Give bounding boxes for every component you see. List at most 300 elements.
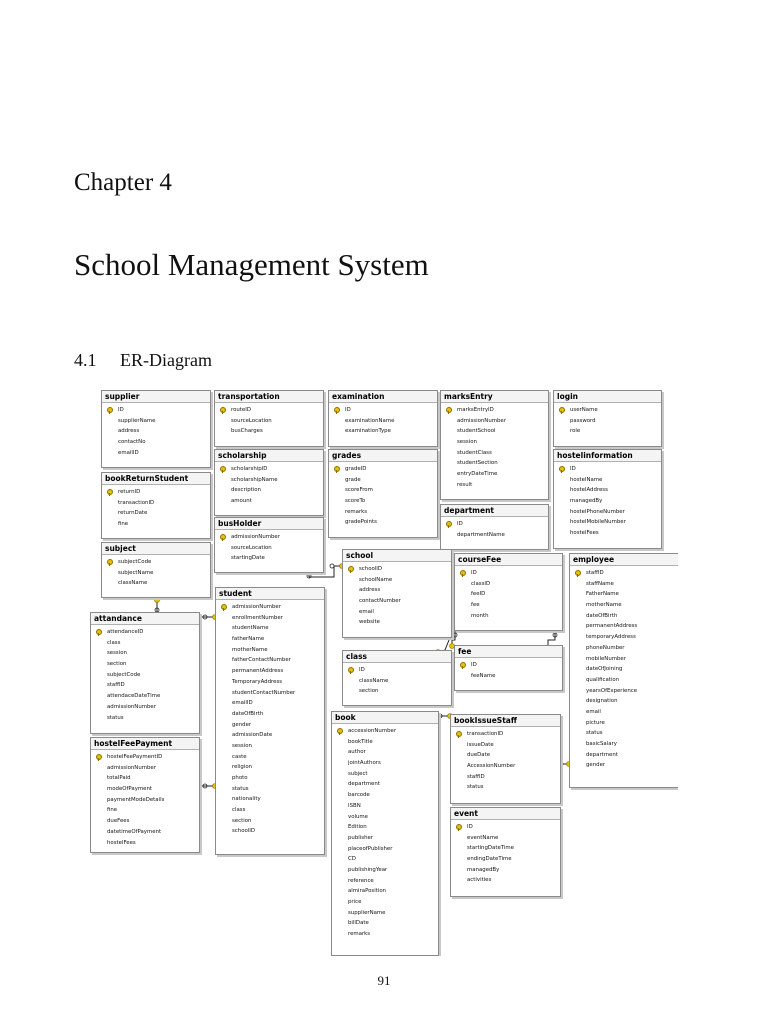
table-field	[570, 621, 678, 632]
primary-key-field	[215, 464, 323, 475]
table-examination[interactable]	[328, 390, 438, 447]
field-name: supplierName	[348, 909, 386, 916]
table-field	[332, 844, 438, 855]
field-name: jointAuthors	[348, 760, 381, 767]
table-field	[570, 707, 678, 718]
field-name: subjectCode	[118, 559, 152, 565]
table-title: supplier	[102, 391, 210, 403]
field-name: session	[232, 742, 252, 749]
table-title: hostelFeePayment	[91, 738, 199, 750]
table-title: event	[451, 808, 560, 820]
field-name: fine	[107, 807, 118, 814]
field-name: basicSalary	[586, 741, 617, 747]
table-field	[91, 680, 199, 691]
field-name: hostelFees	[107, 839, 136, 846]
infinity-marker	[330, 564, 334, 568]
field-name: attendaceDateTime	[107, 693, 161, 700]
table-field	[332, 908, 438, 919]
field-name: gradeID	[345, 466, 367, 472]
primary-key-field	[441, 405, 548, 416]
table-field	[554, 496, 661, 507]
field-name: description	[231, 487, 261, 494]
table-field	[91, 702, 199, 713]
field-name: subjectCode	[107, 671, 141, 678]
field-name: ID	[359, 667, 365, 673]
table-field	[554, 485, 661, 496]
table-field	[216, 709, 324, 720]
table-field	[216, 645, 324, 656]
primary-key-field	[329, 464, 437, 475]
table-title: bookIssueStaff	[451, 715, 560, 727]
field-name: permanentAddress	[232, 668, 284, 675]
field-name: address	[359, 587, 381, 594]
table-field	[216, 773, 324, 784]
table-field	[441, 469, 548, 480]
table-field	[215, 543, 323, 554]
table-field	[570, 643, 678, 654]
field-name: contactNo	[118, 439, 146, 446]
field-name: placeofPublisher	[348, 845, 393, 852]
field-name: bookTitle	[348, 738, 373, 745]
chapter-heading: Chapter 4	[74, 169, 172, 196]
field-name: modeOfPayment	[107, 786, 153, 793]
table-subject[interactable]	[101, 542, 211, 598]
primary-key-field	[102, 405, 210, 416]
table-field	[332, 747, 438, 758]
page-number: 91	[377, 973, 391, 988]
table-field	[570, 579, 678, 590]
table-field	[216, 741, 324, 752]
field-name: admissionNumber	[107, 764, 156, 771]
primary-key-field	[332, 726, 438, 737]
field-name: qualification	[586, 676, 620, 683]
table-field	[91, 773, 199, 784]
table-employee[interactable]	[569, 553, 678, 788]
primary-key-field	[554, 464, 661, 475]
key-icon	[220, 407, 225, 413]
table-title: scholarship	[215, 450, 323, 462]
field-name: session	[107, 650, 127, 657]
section-number: 4.1	[74, 350, 97, 370]
table-field	[102, 426, 210, 437]
field-name: admissionDate	[232, 732, 273, 739]
field-name: nationality	[232, 796, 261, 803]
field-name: returnID	[118, 489, 141, 495]
field-name: scholarshipName	[231, 476, 278, 483]
field-name: TemporaryAddress	[232, 678, 283, 685]
field-name: Edition	[348, 824, 367, 831]
field-name: examinationName	[345, 417, 395, 424]
primary-key-field	[215, 405, 323, 416]
er-diagram	[88, 386, 678, 956]
field-name: mobileNumber	[586, 655, 626, 662]
field-name: subjectName	[118, 569, 154, 576]
table-field	[451, 843, 560, 854]
field-name: staffName	[586, 580, 614, 587]
table-attandance[interactable]	[90, 612, 200, 734]
field-name: section	[359, 688, 379, 695]
table-field	[570, 675, 678, 686]
table-bookreturnstudent[interactable]	[101, 472, 211, 539]
table-student[interactable]	[215, 587, 325, 855]
field-name: departmentName	[457, 531, 505, 538]
table-field	[332, 758, 438, 769]
table-scholarship[interactable]	[214, 449, 324, 516]
table-department[interactable]	[440, 504, 549, 550]
field-name: activities	[467, 877, 492, 884]
table-field	[102, 448, 210, 459]
table-field	[455, 589, 562, 600]
table-field	[554, 507, 661, 518]
table-field	[455, 600, 562, 611]
field-name: fine	[118, 521, 129, 528]
field-name: ID	[570, 466, 576, 472]
primary-key-field	[329, 405, 437, 416]
field-name: datetimeOfPayment	[107, 828, 162, 835]
field-name: studentSchool	[457, 428, 496, 435]
field-name: sourceLocation	[231, 544, 272, 551]
primary-key-field	[102, 557, 210, 568]
field-name: className	[359, 677, 389, 684]
field-name: hostelPhoneNumber	[570, 508, 625, 515]
field-name: scoreFrom	[345, 487, 373, 494]
field-name: ID	[471, 662, 477, 668]
key-icon	[220, 466, 225, 472]
field-name: transactionID	[467, 731, 504, 737]
field-name: returnDate	[118, 510, 148, 517]
field-name: subject	[348, 770, 368, 777]
field-name: AccessionNumber	[467, 763, 516, 770]
table-field	[441, 480, 548, 491]
table-fee[interactable]	[454, 645, 563, 691]
field-name: hostelFeePaymentID	[107, 754, 163, 760]
table-field	[91, 638, 199, 649]
field-name: dateOfJoining	[586, 666, 623, 673]
table-field	[451, 782, 560, 793]
table-title: courseFee	[455, 554, 562, 566]
table-field	[332, 854, 438, 865]
table-field	[215, 496, 323, 507]
key-icon	[348, 566, 353, 572]
table-field	[332, 801, 438, 812]
table-field	[91, 827, 199, 838]
table-field	[216, 613, 324, 624]
field-name: accessionNumber	[348, 728, 397, 734]
field-name: author	[348, 749, 366, 756]
table-field	[91, 763, 199, 774]
table-field	[216, 826, 324, 837]
field-name: section	[107, 661, 127, 668]
table-field	[91, 648, 199, 659]
table-field	[570, 718, 678, 729]
table-title: hostelinformation	[554, 450, 661, 462]
key-icon	[96, 629, 101, 635]
primary-key-field	[216, 602, 324, 613]
table-book[interactable]	[331, 711, 439, 956]
table-field	[570, 686, 678, 697]
field-name: class	[232, 807, 246, 814]
table-field	[102, 568, 210, 579]
field-name: class	[107, 639, 121, 646]
table-field	[332, 779, 438, 790]
table-field	[343, 607, 451, 618]
table-field	[441, 416, 548, 427]
table-hostelinformation[interactable]	[553, 449, 662, 549]
field-name: schoolID	[232, 828, 256, 835]
field-name: admissionNumber	[231, 534, 280, 540]
field-name: fatherName	[232, 636, 265, 643]
table-login[interactable]	[553, 390, 662, 447]
table-title: subject	[102, 543, 210, 555]
field-name: startingDateTime	[467, 845, 514, 852]
field-name: userName	[570, 407, 598, 413]
key-icon	[107, 407, 112, 413]
table-field	[91, 659, 199, 670]
field-name: motherName	[586, 602, 622, 609]
field-name: amount	[231, 498, 252, 505]
field-name: staffID	[107, 682, 125, 689]
table-title: employee	[570, 554, 678, 566]
field-name: publishingYear	[348, 866, 388, 873]
table-field	[329, 475, 437, 486]
field-name: ID	[345, 407, 351, 413]
table-field	[91, 838, 199, 849]
primary-key-field	[455, 660, 562, 671]
field-name: ID	[467, 824, 473, 830]
key-icon	[334, 466, 339, 472]
field-name: password	[570, 417, 596, 424]
table-field	[554, 416, 661, 427]
field-name: issueDate	[467, 741, 494, 748]
field-name: email	[586, 708, 601, 715]
table-field	[441, 530, 548, 541]
table-busholder[interactable]	[214, 517, 324, 573]
table-field	[216, 762, 324, 773]
field-name: remarks	[345, 508, 368, 515]
field-name: website	[359, 619, 380, 626]
key-marker	[155, 598, 160, 603]
field-name: ID	[457, 521, 463, 527]
table-field	[91, 713, 199, 724]
field-name: endingDateTime	[467, 856, 512, 863]
table-title: school	[343, 550, 451, 562]
table-field	[455, 579, 562, 590]
table-field	[91, 805, 199, 816]
table-field	[215, 553, 323, 564]
key-icon	[456, 731, 461, 737]
field-name: billDate	[348, 920, 369, 927]
key-icon	[446, 521, 451, 527]
table-coursefee[interactable]	[454, 553, 563, 631]
field-name: address	[118, 428, 140, 435]
table-field	[329, 426, 437, 437]
field-name: hostelName	[570, 476, 603, 483]
field-name: managedBy	[570, 498, 603, 505]
field-name: contactNumber	[359, 598, 401, 605]
field-name: staffID	[467, 773, 485, 780]
table-field	[343, 676, 451, 687]
field-name: department	[348, 781, 380, 788]
table-field	[329, 507, 437, 518]
field-name: month	[471, 612, 489, 619]
field-name: dueDate	[467, 752, 491, 759]
table-bookissuestaff[interactable]	[450, 714, 561, 804]
field-name: supplierName	[118, 417, 156, 424]
field-name: section	[232, 817, 252, 824]
field-name: admissionNumber	[457, 417, 506, 424]
field-name: barcode	[348, 792, 370, 799]
key-icon	[221, 604, 226, 610]
field-name: admissionNumber	[107, 703, 156, 710]
primary-key-field	[91, 752, 199, 763]
field-name: designation	[586, 698, 618, 705]
field-name: hostelMobileNumber	[570, 519, 626, 526]
table-field	[570, 696, 678, 707]
field-name: transactionID	[118, 499, 155, 506]
field-name: publisher	[348, 834, 374, 841]
table-event[interactable]	[450, 807, 561, 897]
field-name: sourceLocation	[231, 417, 272, 424]
table-field	[102, 498, 210, 509]
field-name: ID	[471, 570, 477, 576]
field-name: marksEntryID	[457, 407, 494, 413]
table-field	[91, 691, 199, 702]
primary-key-field	[570, 568, 678, 579]
table-field	[570, 611, 678, 622]
table-class[interactable]	[342, 650, 452, 706]
table-title: book	[332, 712, 438, 724]
table-field	[329, 496, 437, 507]
table-field	[570, 589, 678, 600]
table-field	[554, 517, 661, 528]
key-icon	[348, 667, 353, 673]
table-field	[455, 611, 562, 622]
table-field	[91, 795, 199, 806]
field-name: scoreTo	[345, 498, 366, 505]
field-name: gender	[232, 721, 252, 728]
field-name: fatherContactNumber	[232, 657, 291, 664]
table-field	[332, 865, 438, 876]
field-name: feeID	[471, 591, 486, 598]
field-name: studentClass	[457, 449, 492, 456]
table-hostelfeepayment[interactable]	[90, 737, 200, 853]
primary-key-field	[91, 627, 199, 638]
field-name: grade	[345, 476, 361, 483]
table-field	[554, 475, 661, 486]
field-name: scholarshipID	[231, 466, 268, 472]
table-grades[interactable]	[328, 449, 438, 538]
table-field	[216, 730, 324, 741]
table-field	[215, 416, 323, 427]
field-name: ISBN	[348, 802, 361, 809]
table-supplier[interactable]	[101, 390, 211, 468]
table-field	[102, 508, 210, 519]
section-title: ER-Diagram	[120, 350, 212, 370]
field-name: routeID	[231, 407, 251, 413]
table-field	[332, 769, 438, 780]
field-name: studentContactNumber	[232, 689, 296, 696]
table-title: attandance	[91, 613, 199, 625]
table-field	[570, 750, 678, 761]
page-title: School Management System	[74, 247, 429, 282]
table-field	[451, 772, 560, 783]
field-name: role	[570, 428, 581, 435]
table-transportation[interactable]	[214, 390, 324, 447]
primary-key-field	[455, 568, 562, 579]
table-field	[332, 876, 438, 887]
table-title: marksEntry	[441, 391, 548, 403]
table-field	[570, 600, 678, 611]
table-field	[570, 654, 678, 665]
field-name: dateOfBirth	[586, 612, 618, 619]
field-name: gradePoints	[345, 519, 377, 526]
field-name: volume	[348, 813, 368, 820]
primary-key-field	[215, 532, 323, 543]
field-name: startingDate	[231, 555, 265, 562]
table-field	[343, 686, 451, 697]
table-field	[216, 794, 324, 805]
field-name: session	[457, 439, 477, 446]
table-field	[332, 737, 438, 748]
field-name: managedBy	[467, 866, 500, 873]
field-name: examinationType	[345, 428, 391, 435]
key-icon	[446, 407, 451, 413]
table-field	[332, 897, 438, 908]
table-field	[451, 740, 560, 751]
field-name: emailID	[118, 449, 139, 456]
field-name: attendanceID	[107, 629, 144, 635]
field-name: yearsOfExperience	[586, 687, 638, 694]
field-name: busCharges	[231, 428, 263, 435]
key-icon	[559, 466, 564, 472]
field-name: permanentAddress	[586, 623, 638, 630]
primary-key-field	[102, 487, 210, 498]
table-school[interactable]	[342, 549, 452, 638]
field-name: phoneNumber	[586, 644, 625, 651]
table-field	[343, 617, 451, 628]
field-name: dueFees	[107, 818, 130, 825]
table-field	[91, 784, 199, 795]
field-name: picture	[586, 719, 605, 726]
field-name: photo	[232, 775, 248, 781]
table-field	[332, 790, 438, 801]
field-name: fee	[471, 602, 480, 609]
table-title: class	[343, 651, 451, 663]
table-field	[451, 854, 560, 865]
table-field	[451, 750, 560, 761]
key-icon	[337, 728, 342, 734]
table-field	[329, 517, 437, 528]
table-field	[332, 822, 438, 833]
field-name: status	[232, 785, 249, 792]
field-name: temporaryAddress	[586, 634, 636, 641]
key-icon	[460, 570, 465, 576]
table-field	[91, 670, 199, 681]
field-name: className	[118, 580, 148, 587]
table-title: login	[554, 391, 661, 403]
key-icon	[559, 407, 564, 413]
key-icon	[334, 407, 339, 413]
key-icon	[107, 489, 112, 495]
field-name: studentName	[232, 625, 269, 632]
table-field	[451, 761, 560, 772]
table-field	[102, 578, 210, 589]
table-title: department	[441, 505, 548, 517]
table-marksentry[interactable]	[440, 390, 549, 500]
field-name: dateOfBirth	[232, 710, 264, 717]
field-name: gender	[586, 762, 606, 769]
table-title: student	[216, 588, 324, 600]
